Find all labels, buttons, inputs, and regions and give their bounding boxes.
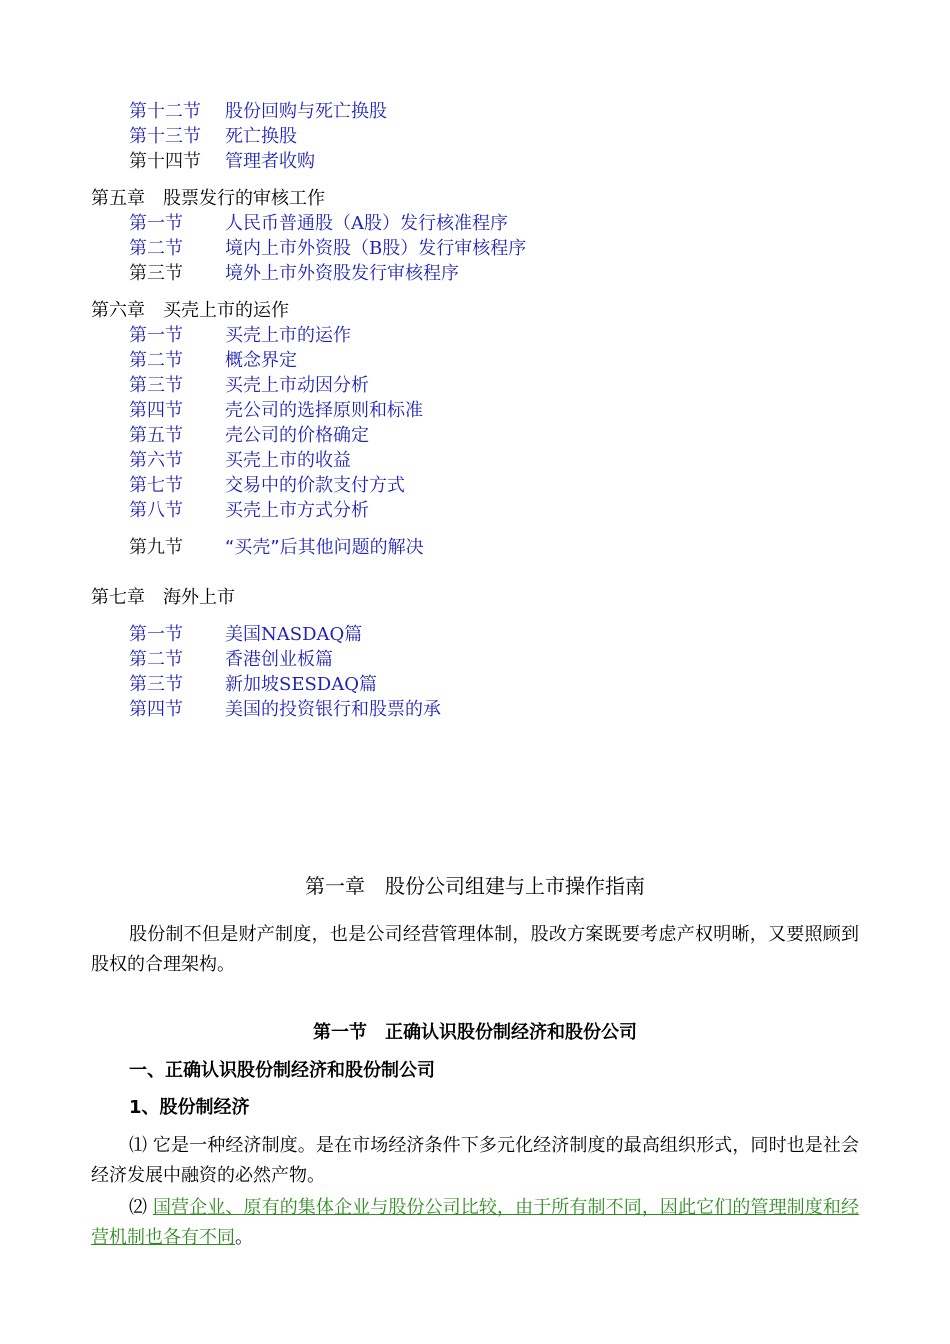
- toc-section-title: 境外上市外资股发行审核程序: [225, 263, 459, 284]
- toc-section-title: 美国的投资银行和股票的承: [225, 699, 441, 720]
- toc-section-title: 美国NASDAQ篇: [225, 624, 363, 645]
- toc-section-title: 买壳上市的收益: [225, 450, 351, 471]
- heading-level-1: 一、正确认识股份制经济和股份制公司: [129, 1060, 435, 1081]
- toc-section-title: 买壳上市的运作: [225, 325, 351, 346]
- toc-chapter-heading: 第七章 海外上市: [91, 587, 235, 608]
- toc-section-number: 第九节: [129, 537, 183, 558]
- toc-section-number: 第六节: [129, 450, 183, 471]
- toc-section-number: 第二节: [129, 238, 183, 259]
- toc-section-title: 新加坡SESDAQ篇: [225, 674, 377, 695]
- toc-section-number: 第七节: [129, 475, 183, 496]
- toc-section-title: 壳公司的价格确定: [225, 425, 369, 446]
- toc-section-title: 买壳上市动因分析: [225, 375, 369, 396]
- toc-section-number: 第五节: [129, 425, 183, 446]
- toc-section-number: 第四节: [129, 400, 183, 421]
- section-title: 第一节 正确认识股份制经济和股份公司: [313, 1022, 637, 1043]
- toc-section-title: 境内上市外资股（B股）发行审核程序: [225, 238, 527, 259]
- toc-section-title: 买壳上市方式分析: [225, 500, 369, 521]
- toc-chapter-heading: 第六章 买壳上市的运作: [91, 300, 289, 321]
- toc-chapter-heading: 第五章 股票发行的审核工作: [91, 188, 325, 209]
- toc-section-title: 香港创业板篇: [225, 649, 333, 670]
- chapter-title: 第一章 股份公司组建与上市操作指南: [305, 874, 645, 898]
- toc-section-number: 第四节: [129, 699, 183, 720]
- toc-section-number: 第三节: [129, 674, 183, 695]
- toc-section-number: 第十二节: [129, 101, 201, 122]
- toc-section-title: 死亡换股: [225, 126, 297, 147]
- toc-section-title: “买壳”后其他问题的解决: [225, 537, 424, 558]
- hyperlink[interactable]: 国营企业、原有的集体企业与股份公司比较，由于所有制不同，因此它们的管理制度和经营机制也各有不同: [91, 1197, 860, 1248]
- toc-section-number: 第一节: [129, 624, 183, 645]
- list-item: [91, 1193, 859, 1253]
- toc-section-number: 第八节: [129, 500, 183, 521]
- toc-section-number: 第二节: [129, 350, 183, 371]
- toc-section-number: 第十三节: [129, 126, 201, 147]
- toc-section-number: 第十四节: [129, 151, 201, 172]
- toc-section-number: 第一节: [129, 325, 183, 346]
- heading-level-2: 1、股份制经济: [129, 1097, 250, 1118]
- toc-section-number: 第三节: [129, 263, 183, 284]
- toc-section-title: 管理者收购: [225, 151, 315, 172]
- toc-section-number: 第三节: [129, 375, 183, 396]
- list-item: ⑴ 它是一种经济制度。是在市场经济条件下多元化经济制度的最高组织形式，同时也是社会经济发展中融资的必然产物。: [91, 1135, 859, 1186]
- toc-section-title: 人民币普通股（A股）发行核准程序: [225, 213, 508, 234]
- intro-paragraph: 股份制不但是财产制度，也是公司经营管理体制，股改方案既要考虑产权明晰，又要照顾到股权的合理架构。: [91, 924, 859, 975]
- toc-section-title: 股份回购与死亡换股: [225, 101, 387, 122]
- toc-section-title: 概念界定: [225, 350, 297, 371]
- list-item-punctuation: 。: [235, 1227, 253, 1248]
- toc-section-number: 第二节: [129, 649, 183, 670]
- toc-section-title: 壳公司的选择原则和标准: [225, 400, 423, 421]
- list-item-marker: ⑵: [129, 1197, 148, 1218]
- toc-section-number: 第一节: [129, 213, 183, 234]
- toc-section-title: 交易中的价款支付方式: [225, 475, 405, 496]
